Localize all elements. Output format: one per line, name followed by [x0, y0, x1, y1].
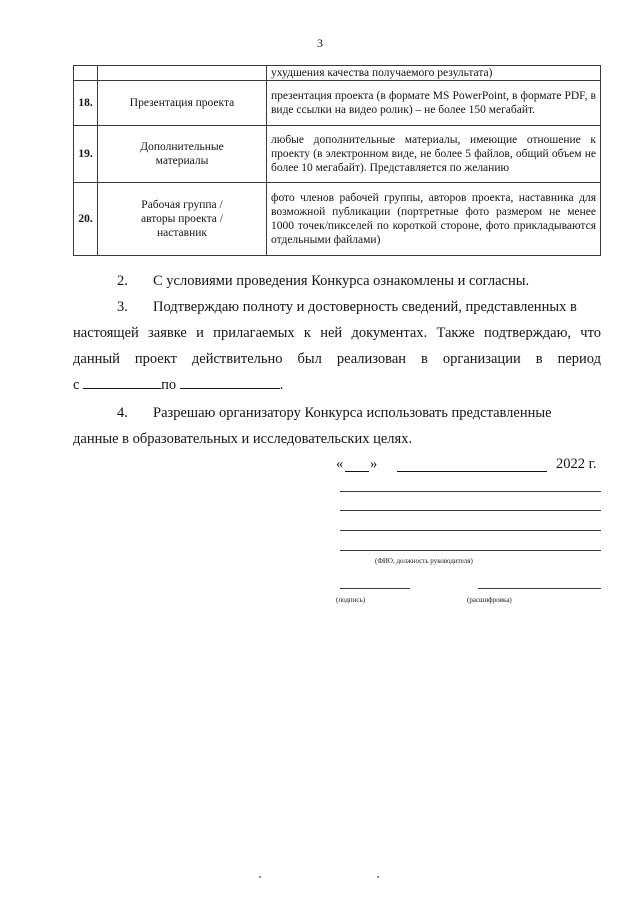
paragraph-number: 4.: [117, 405, 128, 421]
date-line: [336, 456, 601, 476]
paragraph-3: [73, 294, 601, 398]
period-end-dot: .: [279, 377, 284, 393]
row-name-line: материалы: [155, 155, 209, 167]
row-number-cell: 18.: [74, 81, 98, 126]
period-to-blank[interactable]: [180, 373, 280, 389]
period-from-blank[interactable]: [83, 373, 161, 389]
row-name-cell: [98, 81, 267, 126]
year-label: 2022 г.: [556, 456, 597, 472]
paragraph-text: настоящей заявке и прилагаемых к ней документах. Также подтверждаю, что: [73, 325, 601, 341]
requirements-table: [73, 65, 601, 256]
decode-line[interactable]: [478, 588, 601, 589]
paragraph-text: данный проект действительно был реализован в организации в период: [73, 351, 601, 367]
row-name-line: Рабочая группа /: [141, 199, 223, 211]
row-name-cell: [98, 126, 267, 183]
row-name-line: Презентация проекта: [129, 97, 235, 109]
signature-line[interactable]: [340, 588, 410, 589]
paragraph-4: [73, 400, 601, 452]
row-description-cell: ухудшения качества получаемого результата): [267, 66, 601, 81]
fio-line-3[interactable]: [340, 530, 601, 531]
table-row: [74, 66, 601, 81]
paragraph-2: [73, 268, 601, 294]
page-number: 3: [317, 36, 323, 50]
quote-open: «: [336, 456, 344, 472]
table-row: [74, 183, 601, 256]
period-to-label: по: [161, 377, 177, 393]
row-description-cell: любые дополнительные материалы, имеющие отношение к проекту (в электронном виде, не более 5 файлов, общий объем не более 10 мегабайт). Представляется по желанию: [267, 126, 601, 183]
table-row: [74, 81, 601, 126]
paragraph-text: данные в образовательных и исследовательских целях.: [73, 431, 413, 447]
sign-caption: (подпись): [336, 596, 366, 604]
paragraph-number: 3.: [117, 299, 128, 315]
row-name-cell: [98, 183, 267, 256]
quote-close: »: [370, 456, 378, 472]
scan-speck: [259, 876, 261, 878]
paragraph-text: С условиями проведения Конкурса ознакомлены и согласны.: [153, 273, 530, 289]
row-description-cell: презентация проекта (в формате MS PowerPoint, в формате PDF, в виде ссылки на видео ролик) – не более 150 мегабайт.: [267, 81, 601, 126]
fio-line-2[interactable]: [340, 510, 601, 511]
month-blank[interactable]: [397, 457, 547, 472]
paragraph-text: Подтверждаю полноту и достоверность сведений, представленных в: [153, 299, 577, 315]
row-name-cell: [98, 66, 267, 81]
period-from-label: с: [73, 377, 80, 393]
row-description-cell: фото членов рабочей группы, авторов проекта, наставника для возможной публикации (портретные фото размером не менее 1000 точек/пикселей по короткой стороне, фото прикладываются отдельными файлами): [267, 183, 601, 256]
row-number-cell: 19.: [74, 126, 98, 183]
paragraph-text: Разрешаю организатору Конкурса использовать представленные: [153, 405, 552, 421]
decode-caption: (расшифровка): [467, 596, 512, 604]
period-line: [73, 372, 601, 398]
row-number-cell: 20.: [74, 183, 98, 256]
fio-caption: (ФИО, должность руководителя): [375, 557, 473, 565]
row-name-line: Дополнительные: [140, 141, 224, 153]
row-name-line: авторы проекта /: [141, 213, 223, 225]
paragraph-number: 2.: [117, 273, 128, 289]
row-number-cell: [74, 66, 98, 81]
fio-line-4[interactable]: [340, 550, 601, 551]
fio-line-1[interactable]: [340, 491, 601, 492]
scan-speck: [377, 876, 379, 878]
table-row: [74, 126, 601, 183]
day-blank[interactable]: [345, 457, 369, 472]
row-name-line: наставник: [157, 227, 207, 239]
